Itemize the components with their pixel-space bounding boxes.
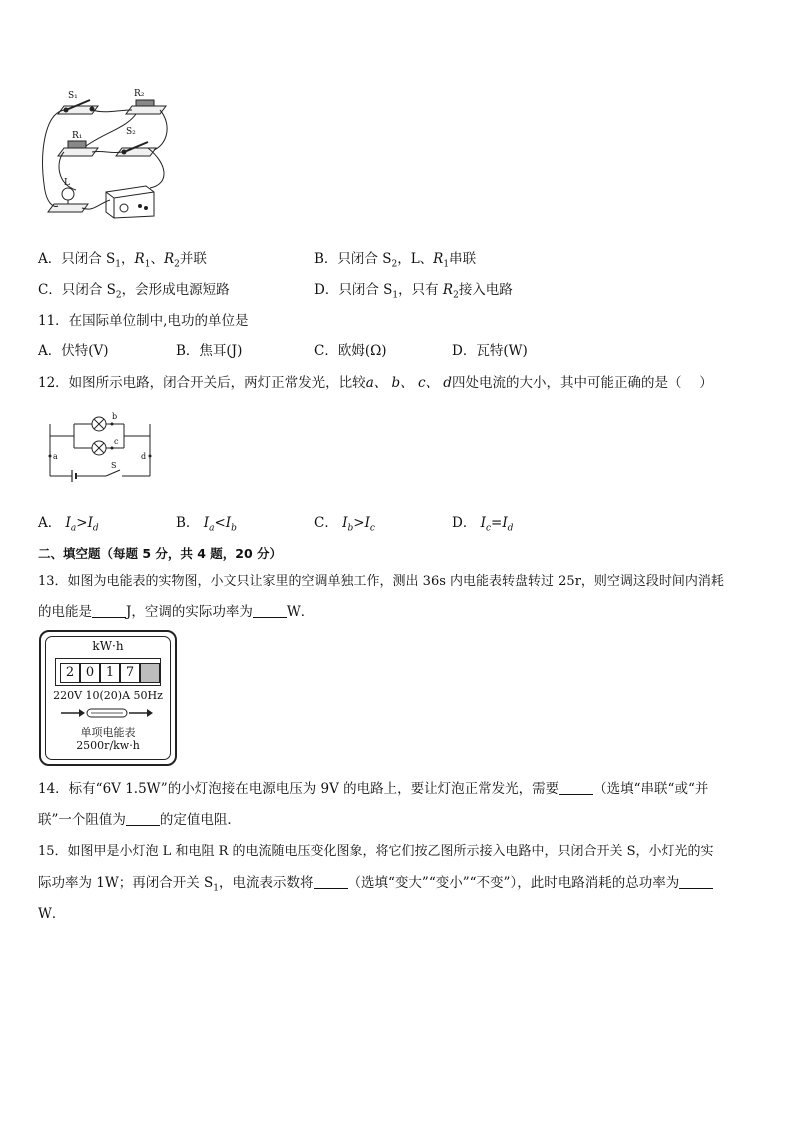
point-c-label: c (114, 437, 119, 446)
q14-line2: 联”一个阻值为 的定值电阻． (38, 812, 241, 828)
q13-blank-1[interactable] (92, 604, 126, 618)
q13-blank-2[interactable] (253, 604, 287, 618)
point-b-label: b (112, 412, 118, 421)
point-d-label: d (141, 452, 147, 461)
parallel-circuit-figure (44, 408, 156, 484)
meter-disc-icon (59, 706, 155, 720)
q10-option-b: B．只闭合 $S_2$，L、$R_1$串联 (314, 251, 477, 270)
point-a-label: a (53, 452, 58, 461)
meter-digit: 7 (120, 663, 140, 683)
meter-rate: 2500r/kw·h (76, 739, 140, 752)
q11-option-c: C．欧姆(Ω) (314, 343, 387, 359)
q12-option-d: D． $I_c=I_d$ (452, 515, 514, 534)
meter-unit: kW·h (92, 639, 124, 653)
q14-blank-2[interactable] (126, 812, 160, 826)
q12-option-b: B． $I_a<I_b$ (176, 515, 237, 534)
q10-option-d: D．只闭合 $S_1$，只有 $R_2$接入电路 (314, 282, 513, 301)
meter-display (55, 658, 161, 686)
q15-blank-2[interactable] (679, 875, 713, 889)
section-title: 二、填空题（每题 5 分，共 4 题，20 分） (38, 546, 283, 561)
q13-line1: 13．如图为电能表的实物图，小文只让家里的空调单独工作，测出 36s 内电能表转盘转过 25r，则空调这段时间内消耗 (38, 574, 724, 589)
meter-spec: 220V 10(20)A 50Hz (53, 689, 163, 702)
q13-line2: 的电能是 J，空调的实际功率为 W． (38, 604, 315, 620)
label-s2: S₂ (126, 127, 136, 137)
q11-stem: 11．在国际单位制中,电功的单位是 (38, 313, 249, 329)
q14-line1: 14．标有“6V 1.5W”的小灯泡接在电源电压为 9V 的电路上，要让灯泡正常发光，需要 （选填“串联“或“并 (38, 781, 709, 797)
meter-decimal-digit (140, 663, 160, 683)
label-s1: S₁ (68, 91, 78, 101)
q12-option-c: C． $I_b>I_c$ (314, 515, 375, 534)
q15-line2: 际功率为 1W；再闭合开关 $S_1$，电流表示数将 （选填“变大”“变小”“不变”），此时电路消耗的总功率为 (38, 873, 713, 899)
meter-name: 单项电能表 (80, 726, 136, 739)
q12-option-a: A． $I_a>I_d$ (38, 515, 99, 534)
label-r2: R₂ (134, 89, 145, 99)
q15-line1: 15．如图甲是小灯泡 L 和电阻 R 的电流随电压变化图象，将它们按乙图所示接入电路中，只闭合开关 S，小灯光的实 (38, 844, 714, 859)
q15-line3: W． (38, 906, 66, 922)
energy-meter-figure (39, 630, 177, 766)
q10-option-a: A．只闭合 $S_1$，$R_1$、$R_2$并联 (38, 251, 207, 270)
meter-digit: 0 (80, 663, 100, 683)
q11-option-a: A．伏特(V) (38, 343, 109, 359)
q12-stem: 12．如图所示电路，闭合开关后，两灯正常发光，比较a、 b、 c、 d四处电流的大小，其中可能正确的是（ ） (38, 375, 713, 391)
label-r1: R₁ (72, 131, 83, 141)
circuit-photo-figure (36, 84, 176, 222)
switch-s-label: S (111, 461, 117, 470)
q14-blank-1[interactable] (559, 781, 593, 795)
q11-option-d: D．瓦特(W) (452, 343, 528, 359)
q10-option-c: C．只闭合 $S_2$，会形成电源短路 (38, 282, 230, 301)
meter-digit: 1 (100, 663, 120, 683)
q15-blank-1[interactable] (314, 875, 348, 889)
q11-option-b: B．焦耳(J) (176, 343, 243, 359)
label-l: L (64, 178, 70, 188)
meter-digit: 2 (60, 663, 80, 683)
